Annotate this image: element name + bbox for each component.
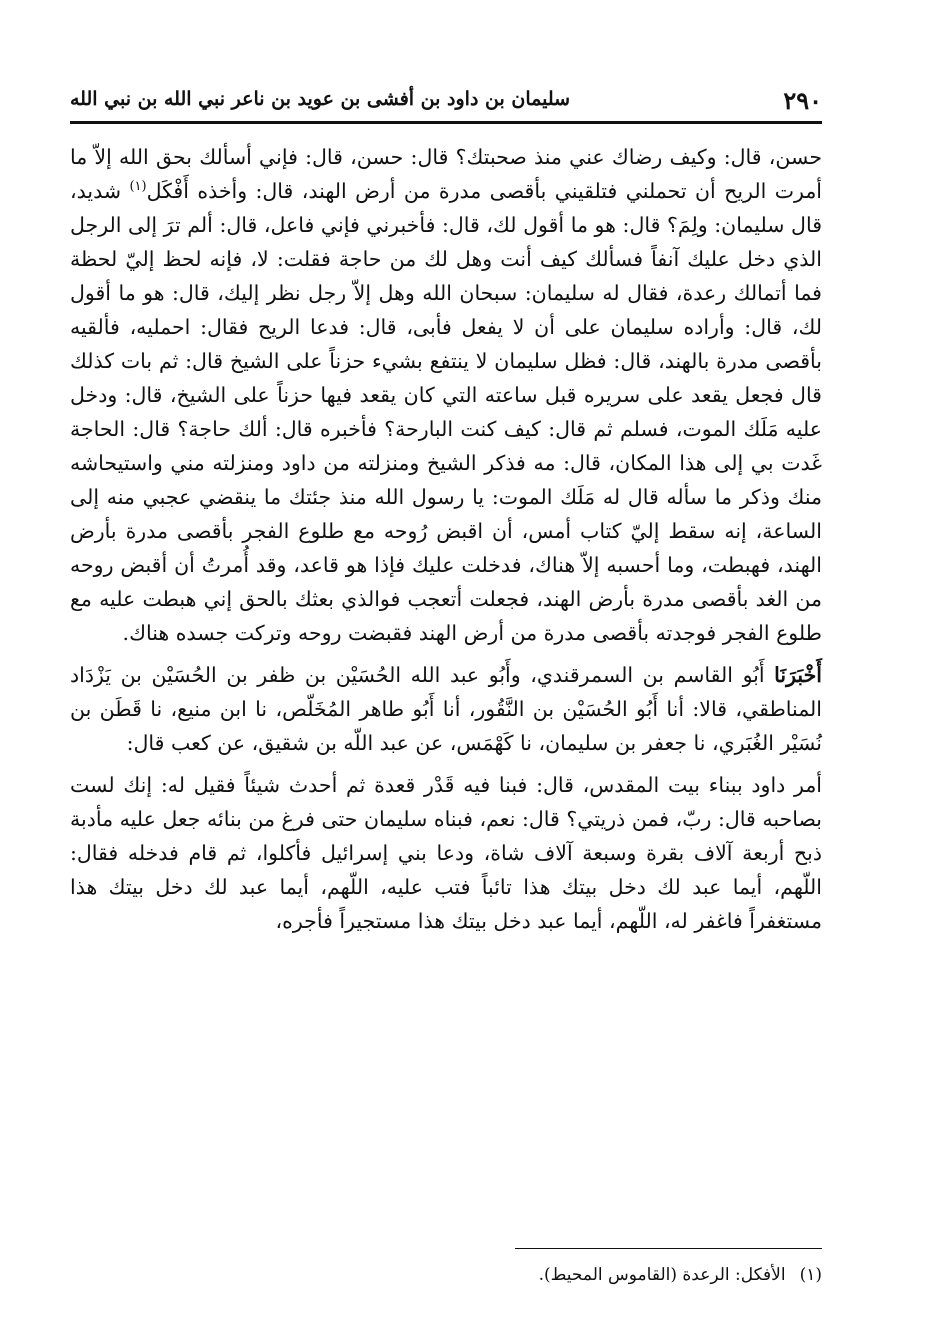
paragraph-lead-word: أَخْبَرَنَا (774, 663, 822, 687)
paragraph (70, 768, 822, 938)
header-rule (70, 121, 822, 124)
paragraph-text: حسن، قال: وكيف رضاك عني منذ صحبتك؟ قال: حسن، قال: فإني أسألك بحق الله إلاّ ما أمرت الريح أن تحملني فتلقيني بأقصى مدرة من أرض الهند، قال: وأخذه أَفْكَل (70, 145, 822, 203)
footnote-mark: (١) (799, 1265, 822, 1285)
paragraph (70, 658, 822, 760)
body-text (70, 140, 822, 946)
paragraph-text: أَبُو القاسم بن السمرقندي، وأَبُو عبد الله الحُسَيْن بن ظفر بن الحُسَيْن بن يَزْدَاد المناطقي، قالا: أنا أَبُو الحُسَيْن بن النَّقُور، أنا أَبُو طاهر المُخَلّص، نا ابن منيع، نا قَطَن بن نُسَيْر الغُبَري، نا جعفر بن سليمان، نا كَهْمَس، عن عبد اللّه بن شقيق، عن كعب قال: (70, 663, 822, 755)
paragraph (70, 140, 822, 650)
footnote (70, 1262, 822, 1288)
footnote-text: الأفكل: الرعدة (القاموس المحيط). (538, 1265, 786, 1285)
footnote-rule (515, 1248, 822, 1249)
page-header (70, 84, 822, 118)
footnote-reference: (١) (129, 179, 147, 195)
page-number: ٢٩٠ (783, 86, 822, 115)
running-title: سليمان بن داود بن أفشى بن عويد بن ناعر نبي الله بن نبي الله (70, 88, 571, 110)
paragraph-text: شديد، قال سليمان: ولِمَ؟ قال: هو ما أقول لك، قال: فأخبرني فإني فاعل، قال: ألم ترَ إلى الرجل الذي دخل عليك آنفاً فسألك كيف أنت وهل لك من حاجة فقلت: لا، فإنه لحظ إليّ لحظة فما أتمالك رعدة، فقال له سليمان: سبحان الله وهل إلاّ رجل نظر إليك، قال: هو ما أقول لك، قال: وأراده سليمان على أن لا يفعل فأبى، قال: فدعا الريح فقال: احمليه، فألقيه بأقصى مدرة بالهند، قال: فظل سليمان لا ينتفع بشيء حزناً على الشيخ قال: ثم بات كذلك قال فجعل يقعد على سريره قبل ساعته التي كان يقعد فيها حزناً على الشيخ، قال: ودخل عليه مَلَك الموت، فسلم ثم قال: كيف كنت البارحة؟ فأخبره قال: ألك حاجة؟ قال: الحاجة غَدت بي إلى هذا المكان، قال: مه فذكر الشيخ ومنزلته من داود ومنزلته مني واستيحاشه منك وذكر ما سأله قال له مَلَك الموت: يا رسول الله منذ جئتك ما ينقضي عجبي منه إلى الساعة، إنه سقط إليّ كتاب أمس، أن اقبض رُوحه مع طلوع الفجر بأقصى مدرة بأرض الهند، فهبطت، وما أحسبه إلاّ هناك، فدخلت عليك فإذا هو قاعد، وقد أُمرتُ أن أقبض روحه من الغد بأقصى مدرة بأرض الهند، فجعلت أتعجب فوالذي بعثك بالحق إني هبطت عليه مع طلوع الفجر فوجدته بأقصى مدرة من أرض الهند فقبضت روحه وتركت جسده هناك. (70, 179, 822, 645)
paragraph-text: أمر داود ببناء بيت المقدس، قال: فبنا فيه قَدْر قعدة ثم أحدث شيئاً فقيل له: إنك لست بصاحبه قال: ربّ، فمن ذريتي؟ قال: نعم، فبناه سليمان حتى فرغ من بنائه جعل عليه مأدبة ذبح أربعة آلاف بقرة وسبعة آلاف شاة، ودعا بني إسرائيل فأكلوا، ثم قام فدخله فقال: اللّهم، أيما عبد لك دخل بيتك هذا تائباً فتب عليه، اللّهم، أيما عبد لك دخل بيتك هذا مستغفراً فاغفر له، اللّهم، أيما عبد دخل بيتك هذا مستجيراً فأجره، (70, 773, 822, 933)
